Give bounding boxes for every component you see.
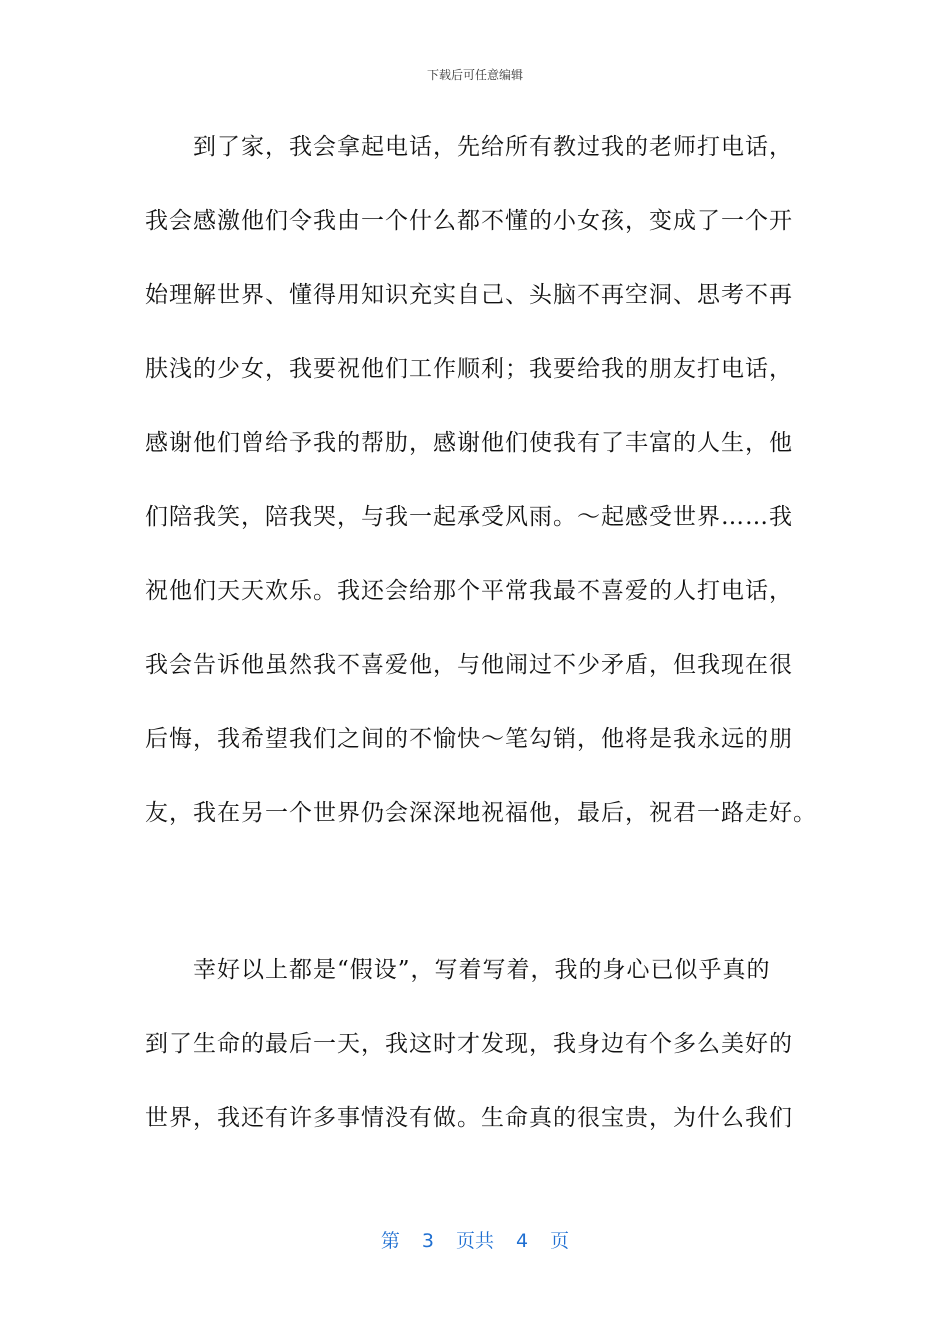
page-mid: 页共 [455, 1230, 494, 1252]
page-header-note: 下载后可任意编辑 [426, 68, 523, 82]
paragraph-2-line: 世界，我还有许多事情没有做。生命真的很宝贵，为什么我们 [145, 1105, 793, 1131]
paragraph-1-line: 后悔，我希望我们之间的不愉快～笔勾销，他将是我永远的朋 [145, 726, 793, 752]
paragraph-1-line: 感谢他们曾给予我的帮肋，感谢他们使我有了丰富的人生，他 [145, 430, 793, 456]
paragraph-1-line: 我会感激他们令我由一个什么都不懂的小女孩，变成了一个开 [145, 208, 793, 234]
paragraph-1-line: 肤浅的少女，我要祝他们工作顺利；我要给我的朋友打电话， [145, 356, 793, 382]
paragraph-2-line: 幸好以上都是“假设”，写着写着，我的身心已似乎真的 [145, 957, 771, 983]
paragraph-1-line: 友，我在另一个世界仍会深深地祝福他，最后，祝君一路走好。 [145, 800, 817, 826]
paragraph-1-line: 到了家，我会拿起电话，先给所有教过我的老师打电话， [145, 134, 793, 160]
paragraph-1-line: 我会告诉他虽然我不喜爱他，与他闹过不少矛盾，但我现在很 [145, 652, 793, 678]
page-footer [0, 1226, 950, 1253]
paragraph-1-line: 始理解世界、懂得用知识充实自己、头脑不再空洞、思考不再 [145, 282, 793, 308]
paragraph-1-line: 祝他们天天欢乐。我还会给那个平常我最不喜爱的人打电话， [145, 578, 793, 604]
page-prefix: 第 [380, 1230, 400, 1252]
page-suffix: 页 [550, 1230, 570, 1252]
current-page-number: 3 [421, 1230, 434, 1252]
total-pages-number: 4 [516, 1230, 529, 1252]
paragraph-1-line: 们陪我笑，陪我哭，与我一起承受风雨。～起感受世界……我 [145, 504, 793, 530]
paragraph-2-line: 到了生命的最后一天，我这时才发现，我身边有个多么美好的 [145, 1031, 793, 1057]
